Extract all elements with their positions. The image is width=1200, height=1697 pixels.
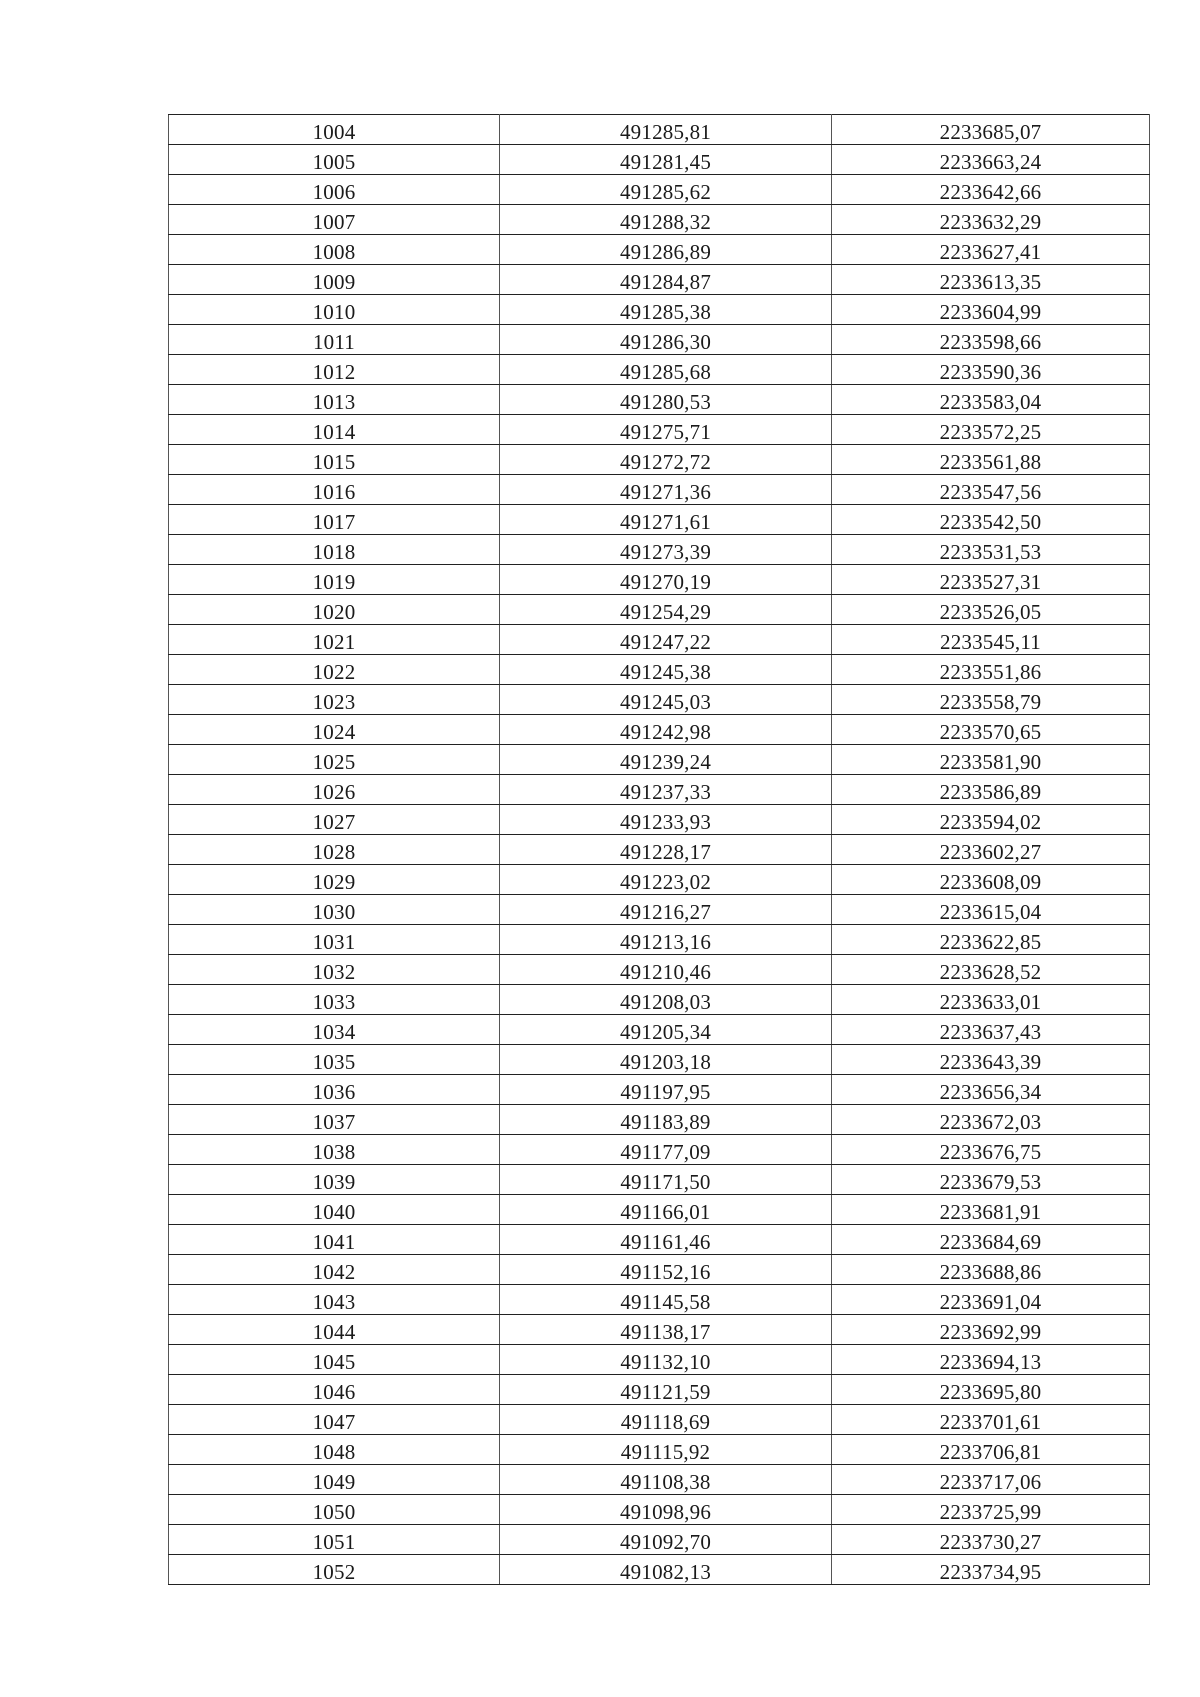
point-number-cell: 1030 [169,895,500,925]
table-row [169,1495,1150,1525]
table-row [169,145,1150,175]
table-row [169,1435,1150,1465]
point-number-cell: 1033 [169,985,500,1015]
y-coordinate-cell: 2233598,66 [832,325,1150,355]
point-number-cell: 1028 [169,835,500,865]
x-coordinate-cell: 491228,17 [500,835,832,865]
y-coordinate-cell: 2233637,43 [832,1015,1150,1045]
table-row [169,1345,1150,1375]
table-row [169,115,1150,145]
table-row [169,1255,1150,1285]
point-number-cell: 1010 [169,295,500,325]
y-coordinate-cell: 2233526,05 [832,595,1150,625]
table-row [169,1465,1150,1495]
x-coordinate-cell: 491286,89 [500,235,832,265]
table-row [169,715,1150,745]
y-coordinate-cell: 2233551,86 [832,655,1150,685]
x-coordinate-cell: 491245,38 [500,655,832,685]
y-coordinate-cell: 2233586,89 [832,775,1150,805]
table-row [169,175,1150,205]
y-coordinate-cell: 2233685,07 [832,115,1150,145]
point-number-cell: 1009 [169,265,500,295]
x-coordinate-cell: 491216,27 [500,895,832,925]
table-row [169,1165,1150,1195]
y-coordinate-cell: 2233622,85 [832,925,1150,955]
y-coordinate-cell: 2233684,69 [832,1225,1150,1255]
y-coordinate-cell: 2233561,88 [832,445,1150,475]
y-coordinate-cell: 2233547,56 [832,475,1150,505]
x-coordinate-cell: 491285,38 [500,295,832,325]
table-row [169,1045,1150,1075]
y-coordinate-cell: 2233590,36 [832,355,1150,385]
y-coordinate-cell: 2233672,03 [832,1105,1150,1135]
x-coordinate-cell: 491242,98 [500,715,832,745]
point-number-cell: 1049 [169,1465,500,1495]
x-coordinate-cell: 491275,71 [500,415,832,445]
x-coordinate-cell: 491213,16 [500,925,832,955]
table-row [169,1075,1150,1105]
point-number-cell: 1041 [169,1225,500,1255]
x-coordinate-cell: 491285,68 [500,355,832,385]
point-number-cell: 1044 [169,1315,500,1345]
x-coordinate-cell: 491161,46 [500,1225,832,1255]
point-number-cell: 1004 [169,115,500,145]
y-coordinate-cell: 2233632,29 [832,205,1150,235]
y-coordinate-cell: 2233558,79 [832,685,1150,715]
table-row [169,805,1150,835]
x-coordinate-cell: 491288,32 [500,205,832,235]
point-number-cell: 1046 [169,1375,500,1405]
y-coordinate-cell: 2233604,99 [832,295,1150,325]
point-number-cell: 1031 [169,925,500,955]
x-coordinate-cell: 491237,33 [500,775,832,805]
x-coordinate-cell: 491254,29 [500,595,832,625]
point-number-cell: 1035 [169,1045,500,1075]
point-number-cell: 1048 [169,1435,500,1465]
point-number-cell: 1051 [169,1525,500,1555]
table-row [169,1105,1150,1135]
y-coordinate-cell: 2233613,35 [832,265,1150,295]
y-coordinate-cell: 2233706,81 [832,1435,1150,1465]
table-row [169,265,1150,295]
point-number-cell: 1052 [169,1555,500,1585]
x-coordinate-cell: 491247,22 [500,625,832,655]
x-coordinate-cell: 491132,10 [500,1345,832,1375]
table-row [169,865,1150,895]
point-number-cell: 1020 [169,595,500,625]
point-number-cell: 1024 [169,715,500,745]
point-number-cell: 1036 [169,1075,500,1105]
point-number-cell: 1017 [169,505,500,535]
x-coordinate-cell: 491281,45 [500,145,832,175]
y-coordinate-cell: 2233628,52 [832,955,1150,985]
x-coordinate-cell: 491245,03 [500,685,832,715]
y-coordinate-cell: 2233615,04 [832,895,1150,925]
point-number-cell: 1042 [169,1255,500,1285]
point-number-cell: 1034 [169,1015,500,1045]
table-row [169,445,1150,475]
table-row [169,205,1150,235]
table-row [169,985,1150,1015]
x-coordinate-cell: 491082,13 [500,1555,832,1585]
x-coordinate-cell: 491239,24 [500,745,832,775]
x-coordinate-cell: 491210,46 [500,955,832,985]
coordinates-table-body [169,115,1150,1585]
point-number-cell: 1016 [169,475,500,505]
y-coordinate-cell: 2233545,11 [832,625,1150,655]
point-number-cell: 1019 [169,565,500,595]
x-coordinate-cell: 491177,09 [500,1135,832,1165]
y-coordinate-cell: 2233734,95 [832,1555,1150,1585]
table-row [169,235,1150,265]
y-coordinate-cell: 2233602,27 [832,835,1150,865]
x-coordinate-cell: 491138,17 [500,1315,832,1345]
x-coordinate-cell: 491166,01 [500,1195,832,1225]
y-coordinate-cell: 2233570,65 [832,715,1150,745]
x-coordinate-cell: 491092,70 [500,1525,832,1555]
point-number-cell: 1047 [169,1405,500,1435]
x-coordinate-cell: 491145,58 [500,1285,832,1315]
point-number-cell: 1018 [169,535,500,565]
table-row [169,565,1150,595]
table-row [169,475,1150,505]
point-number-cell: 1032 [169,955,500,985]
x-coordinate-cell: 491285,62 [500,175,832,205]
y-coordinate-cell: 2233692,99 [832,1315,1150,1345]
point-number-cell: 1011 [169,325,500,355]
table-row [169,1015,1150,1045]
table-row [169,835,1150,865]
x-coordinate-cell: 491280,53 [500,385,832,415]
y-coordinate-cell: 2233642,66 [832,175,1150,205]
y-coordinate-cell: 2233527,31 [832,565,1150,595]
x-coordinate-cell: 491285,81 [500,115,832,145]
point-number-cell: 1050 [169,1495,500,1525]
y-coordinate-cell: 2233681,91 [832,1195,1150,1225]
point-number-cell: 1025 [169,745,500,775]
table-row [169,1315,1150,1345]
y-coordinate-cell: 2233691,04 [832,1285,1150,1315]
y-coordinate-cell: 2233583,04 [832,385,1150,415]
table-row [169,625,1150,655]
y-coordinate-cell: 2233594,02 [832,805,1150,835]
point-number-cell: 1007 [169,205,500,235]
y-coordinate-cell: 2233717,06 [832,1465,1150,1495]
point-number-cell: 1040 [169,1195,500,1225]
table-row [169,535,1150,565]
table-row [169,355,1150,385]
point-number-cell: 1013 [169,385,500,415]
point-number-cell: 1022 [169,655,500,685]
x-coordinate-cell: 491233,93 [500,805,832,835]
point-number-cell: 1039 [169,1165,500,1195]
table-row [169,685,1150,715]
y-coordinate-cell: 2233633,01 [832,985,1150,1015]
y-coordinate-cell: 2233679,53 [832,1165,1150,1195]
point-number-cell: 1021 [169,625,500,655]
x-coordinate-cell: 491284,87 [500,265,832,295]
point-number-cell: 1043 [169,1285,500,1315]
x-coordinate-cell: 491271,36 [500,475,832,505]
x-coordinate-cell: 491197,95 [500,1075,832,1105]
point-number-cell: 1012 [169,355,500,385]
y-coordinate-cell: 2233531,53 [832,535,1150,565]
y-coordinate-cell: 2233695,80 [832,1375,1150,1405]
point-number-cell: 1038 [169,1135,500,1165]
point-number-cell: 1045 [169,1345,500,1375]
table-row [169,1405,1150,1435]
x-coordinate-cell: 491223,02 [500,865,832,895]
x-coordinate-cell: 491118,69 [500,1405,832,1435]
table-row [169,1555,1150,1585]
x-coordinate-cell: 491115,92 [500,1435,832,1465]
x-coordinate-cell: 491208,03 [500,985,832,1015]
y-coordinate-cell: 2233688,86 [832,1255,1150,1285]
point-number-cell: 1006 [169,175,500,205]
point-number-cell: 1023 [169,685,500,715]
point-number-cell: 1005 [169,145,500,175]
table-row [169,745,1150,775]
y-coordinate-cell: 2233701,61 [832,1405,1150,1435]
point-number-cell: 1008 [169,235,500,265]
x-coordinate-cell: 491152,16 [500,1255,832,1285]
table-row [169,1225,1150,1255]
table-row [169,1195,1150,1225]
table-row [169,1135,1150,1165]
point-number-cell: 1015 [169,445,500,475]
table-row [169,1285,1150,1315]
y-coordinate-cell: 2233676,75 [832,1135,1150,1165]
table-row [169,1525,1150,1555]
y-coordinate-cell: 2233542,50 [832,505,1150,535]
coordinates-table [168,114,1150,1585]
x-coordinate-cell: 491271,61 [500,505,832,535]
table-row [169,775,1150,805]
point-number-cell: 1027 [169,805,500,835]
x-coordinate-cell: 491108,38 [500,1465,832,1495]
y-coordinate-cell: 2233694,13 [832,1345,1150,1375]
x-coordinate-cell: 491121,59 [500,1375,832,1405]
table-row [169,1375,1150,1405]
y-coordinate-cell: 2233608,09 [832,865,1150,895]
x-coordinate-cell: 491272,72 [500,445,832,475]
table-row [169,895,1150,925]
x-coordinate-cell: 491270,19 [500,565,832,595]
point-number-cell: 1026 [169,775,500,805]
x-coordinate-cell: 491286,30 [500,325,832,355]
point-number-cell: 1029 [169,865,500,895]
x-coordinate-cell: 491203,18 [500,1045,832,1075]
table-row [169,655,1150,685]
x-coordinate-cell: 491171,50 [500,1165,832,1195]
y-coordinate-cell: 2233627,41 [832,235,1150,265]
table-row [169,955,1150,985]
table-row [169,295,1150,325]
point-number-cell: 1014 [169,415,500,445]
x-coordinate-cell: 491205,34 [500,1015,832,1045]
y-coordinate-cell: 2233663,24 [832,145,1150,175]
table-row [169,325,1150,355]
table-row [169,385,1150,415]
x-coordinate-cell: 491098,96 [500,1495,832,1525]
y-coordinate-cell: 2233725,99 [832,1495,1150,1525]
table-row [169,925,1150,955]
y-coordinate-cell: 2233643,39 [832,1045,1150,1075]
y-coordinate-cell: 2233730,27 [832,1525,1150,1555]
y-coordinate-cell: 2233572,25 [832,415,1150,445]
x-coordinate-cell: 491273,39 [500,535,832,565]
table-row [169,505,1150,535]
y-coordinate-cell: 2233581,90 [832,745,1150,775]
y-coordinate-cell: 2233656,34 [832,1075,1150,1105]
table-row [169,595,1150,625]
point-number-cell: 1037 [169,1105,500,1135]
x-coordinate-cell: 491183,89 [500,1105,832,1135]
table-row [169,415,1150,445]
